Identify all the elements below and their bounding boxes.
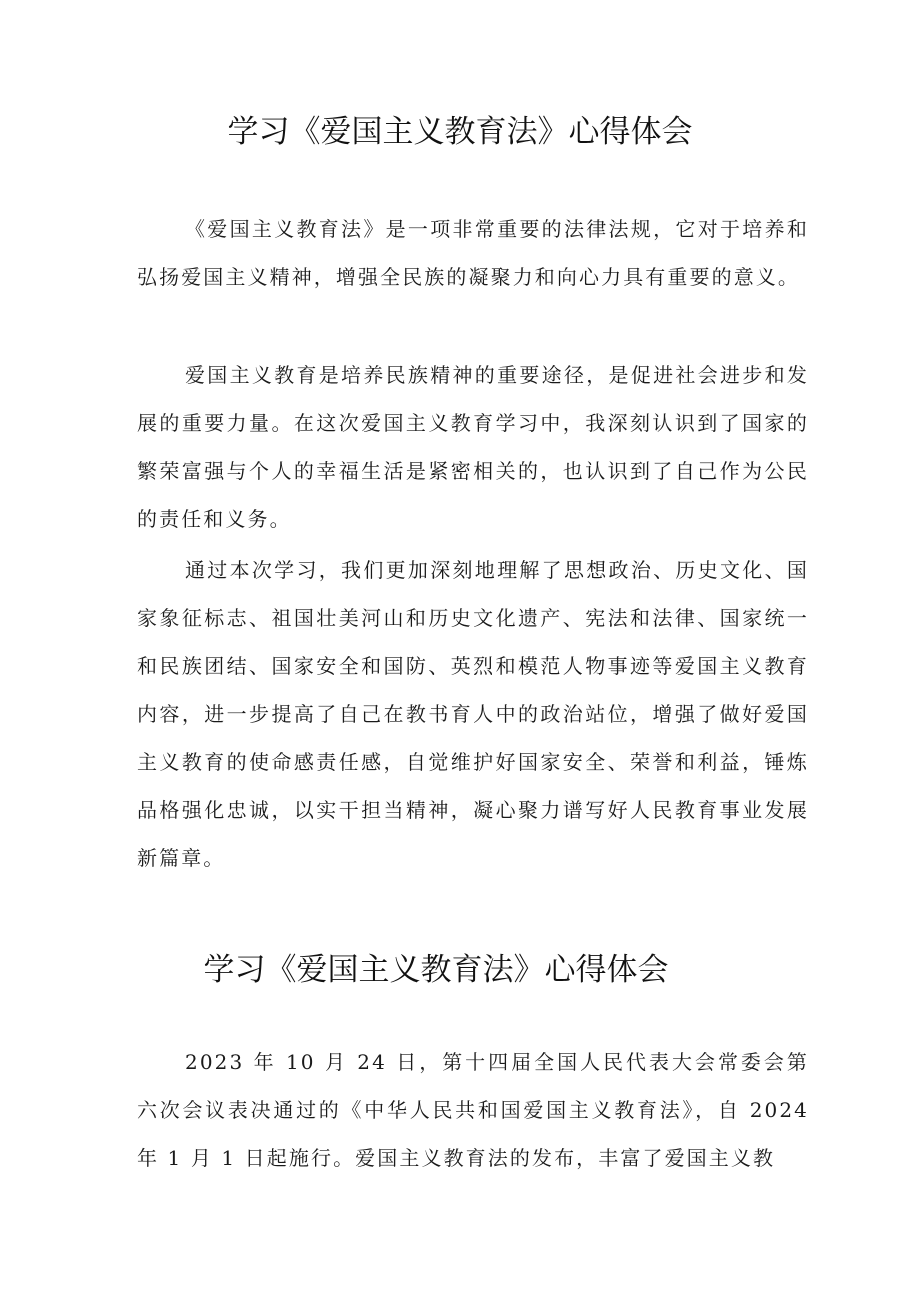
section-1-title: 学习《爱国主义教育法》心得体会	[227, 114, 693, 150]
section-2-paragraph-1: 2023 年 10 月 24 日，第十四届全国人民代表大会常委会第六次会议表决通过的《中华人民共和国爱国主义教育法》，自 2024 年 1 月 1 日起施行。爱国主义教育法的发布，丰富了爱国主义教	[137, 1050, 809, 1170]
section-1-paragraph-1: 《爱国主义教育法》是一项非常重要的法律法规，它对于培养和弘扬爱国主义精神，增强全民族的凝聚力和向心力具有重要的意义。	[137, 217, 809, 289]
section-2-title: 学习《爱国主义教育法》心得体会	[203, 952, 669, 988]
section-1-paragraph-3: 通过本次学习，我们更加深刻地理解了思想政治、历史文化、国家象征标志、祖国壮美河山和历史文化遗产、宪法和法律、国家统一和民族团结、国家安全和国防、英烈和模范人物事迹等爱国主义教育内容，进一步提高了自己在教书育人中的政治站位，增强了做好爱国主义教育的使命感责任感，自觉维护好国家安全、荣誉和利益，锤炼品格强化忠诚，以实干担当精神，凝心聚力谱写好人民教育事业发展新篇章。	[137, 558, 809, 870]
section-1-paragraph-2: 爱国主义教育是培养民族精神的重要途径，是促进社会进步和发展的重要力量。在这次爱国主义教育学习中，我深刻认识到了国家的繁荣富强与个人的幸福生活是紧密相关的，也认识到了自己作为公民的责任和义务。	[137, 363, 809, 531]
